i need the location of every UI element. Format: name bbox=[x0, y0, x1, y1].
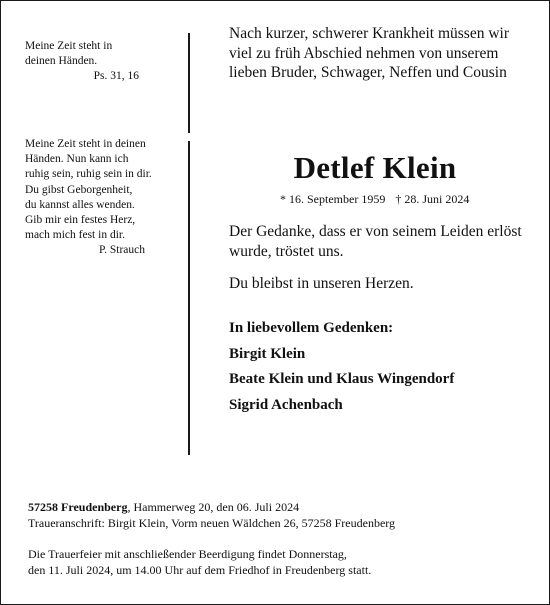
mourner-name: Sigrid Achenbach bbox=[229, 396, 343, 413]
remembrance-text: Du bleibst in unseren Herzen. bbox=[229, 275, 414, 292]
intro-line: Nach kurzer, schwerer Krankheit müssen wir bbox=[229, 25, 509, 42]
verse-line: ruhig sein, ruhig sein in dir. bbox=[25, 168, 152, 181]
city: 57258 Freudenberg bbox=[28, 500, 128, 514]
mourning-address: Traueranschrift: Birgit Klein, Vorm neuen Wäldchen 26, 57258 Freudenberg bbox=[28, 515, 396, 530]
vertical-divider-bottom bbox=[188, 141, 190, 455]
psalm-verse bbox=[25, 39, 173, 85]
life-dates bbox=[280, 192, 469, 207]
verse-line: deinen Händen. bbox=[25, 55, 98, 68]
intro-line: lieben Bruder, Schwager, Neffen und Cousin bbox=[229, 64, 507, 81]
poem-verse bbox=[25, 137, 173, 259]
birth-date: * 16. September 1959 bbox=[280, 192, 386, 206]
verse-line: Gib mir ein festes Herz, bbox=[25, 214, 136, 227]
intro-text bbox=[229, 24, 529, 83]
verse-line: Händen. Nun kann ich bbox=[25, 153, 129, 166]
verse-line: Meine Zeit steht in deinen bbox=[25, 138, 146, 150]
quote-line: Der Gedanke, dass er von seinem Leiden erlöst bbox=[229, 223, 522, 240]
mourners-heading: In liebevollem Gedenken: bbox=[229, 320, 394, 336]
verse-line: Meine Zeit steht in bbox=[25, 40, 113, 52]
verse-line: Du gibst Geborgenheit, bbox=[25, 183, 133, 196]
vertical-divider-top bbox=[188, 33, 190, 133]
service-info-line: den 11. Juli 2024, um 14.00 Uhr auf dem Friedhof in Freudenberg statt. bbox=[28, 562, 372, 577]
intro-line: viel zu früh Abschied nehmen von unserem bbox=[229, 44, 499, 62]
verse-source: Ps. 31, 16 bbox=[93, 70, 139, 83]
deceased-name: Detlef Klein bbox=[293, 150, 457, 185]
notice-footer bbox=[28, 500, 395, 578]
death-date: † 28. Juni 2024 bbox=[395, 192, 470, 206]
mourner-name: Beate Klein und Klaus Wingendorf bbox=[229, 371, 455, 387]
verse-line: mach mich fest in dir. bbox=[25, 229, 125, 242]
service-info-line: Die Trauerfeier mit anschließender Beerdigung findet Donnerstag, bbox=[28, 547, 347, 561]
place-date-line bbox=[28, 500, 395, 516]
mourner-name: Birgit Klein bbox=[229, 345, 306, 362]
consolation-text bbox=[229, 222, 529, 261]
verse-line: du kannst alles wenden. bbox=[25, 198, 135, 211]
verse-source: P. Strauch bbox=[99, 244, 145, 257]
place-date: , Hammerweg 20, den 06. Juli 2024 bbox=[127, 500, 300, 514]
mourners-list bbox=[229, 316, 454, 418]
quote-line: wurde, tröstet uns. bbox=[229, 242, 344, 260]
